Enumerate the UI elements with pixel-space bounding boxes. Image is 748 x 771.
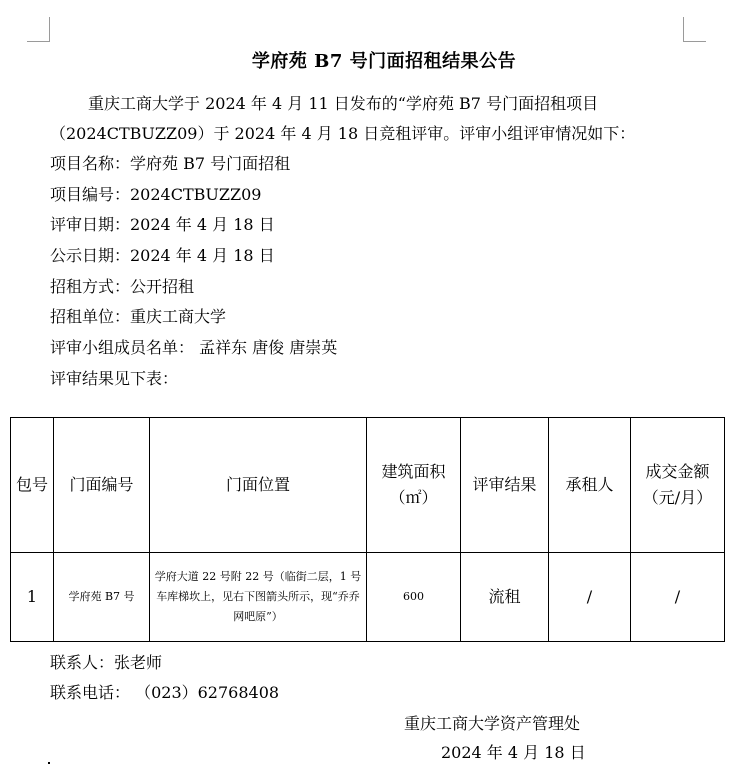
cell-shop-number: 学府苑 B7 号 bbox=[54, 553, 150, 642]
review-date: 评审日期：2024 年 4 月 18 日 bbox=[50, 215, 275, 234]
lease-method: 招租方式：公开招租 bbox=[50, 277, 195, 296]
header-package-no: 包号 bbox=[11, 418, 54, 553]
cell-floor-area: 600 bbox=[367, 553, 461, 642]
page-corner-mark-top-left bbox=[27, 17, 50, 42]
table-header-row bbox=[11, 418, 725, 553]
header-transaction-amount: 成交金额（元/月） bbox=[631, 418, 725, 553]
paragraph-mark bbox=[48, 762, 50, 764]
cell-shop-location: 学府大道 22 号附 22 号（临街二层，1 号车库梯坎上，见右下图箭头所示，现“乔乔网吧原”） bbox=[150, 553, 367, 642]
result-table bbox=[10, 417, 725, 642]
review-panel-members: 评审小组成员名单： 孟祥东 唐俊 唐崇英 bbox=[50, 338, 338, 357]
header-tenant: 承租人 bbox=[549, 418, 631, 553]
header-review-result: 评审结果 bbox=[461, 418, 549, 553]
cell-tenant: / bbox=[549, 553, 631, 642]
table-row bbox=[11, 553, 725, 642]
header-floor-area: 建筑面积（㎡） bbox=[367, 418, 461, 553]
header-shop-location: 门面位置 bbox=[150, 418, 367, 553]
document-title: 学府苑 B7 号门面招租结果公告 bbox=[251, 51, 517, 72]
cell-transaction-amount: / bbox=[631, 553, 725, 642]
project-name: 项目名称：学府苑 B7 号门面招租 bbox=[50, 154, 291, 173]
cell-review-result: 流租 bbox=[461, 553, 549, 642]
contact-person: 联系人：张老师 bbox=[50, 653, 163, 672]
project-number: 项目编号：2024CTBUZZ09 bbox=[50, 185, 262, 204]
header-shop-number: 门面编号 bbox=[54, 418, 150, 553]
results-intro: 评审结果见下表： bbox=[50, 369, 179, 388]
contact-phone: 联系电话： （023）62768408 bbox=[50, 683, 280, 702]
publicity-date: 公示日期：2024 年 4 月 18 日 bbox=[50, 246, 275, 265]
page-corner-mark-top-right bbox=[683, 17, 706, 42]
cell-package-no: 1 bbox=[11, 553, 54, 642]
signature-date: 2024 年 4 月 18 日 bbox=[441, 743, 586, 762]
intro-paragraph-line-1: 重庆工商大学于 2024 年 4 月 11 日发布的“学府苑 B7 号门面招租项目 bbox=[88, 94, 599, 113]
lessor-unit: 招租单位：重庆工商大学 bbox=[50, 307, 227, 326]
intro-paragraph-line-2: （2024CTBUZZ09）于 2024 年 4 月 18 日竞租评审。评审小组评审情况如下： bbox=[50, 124, 636, 143]
signature-organization: 重庆工商大学资产管理处 bbox=[404, 714, 581, 733]
